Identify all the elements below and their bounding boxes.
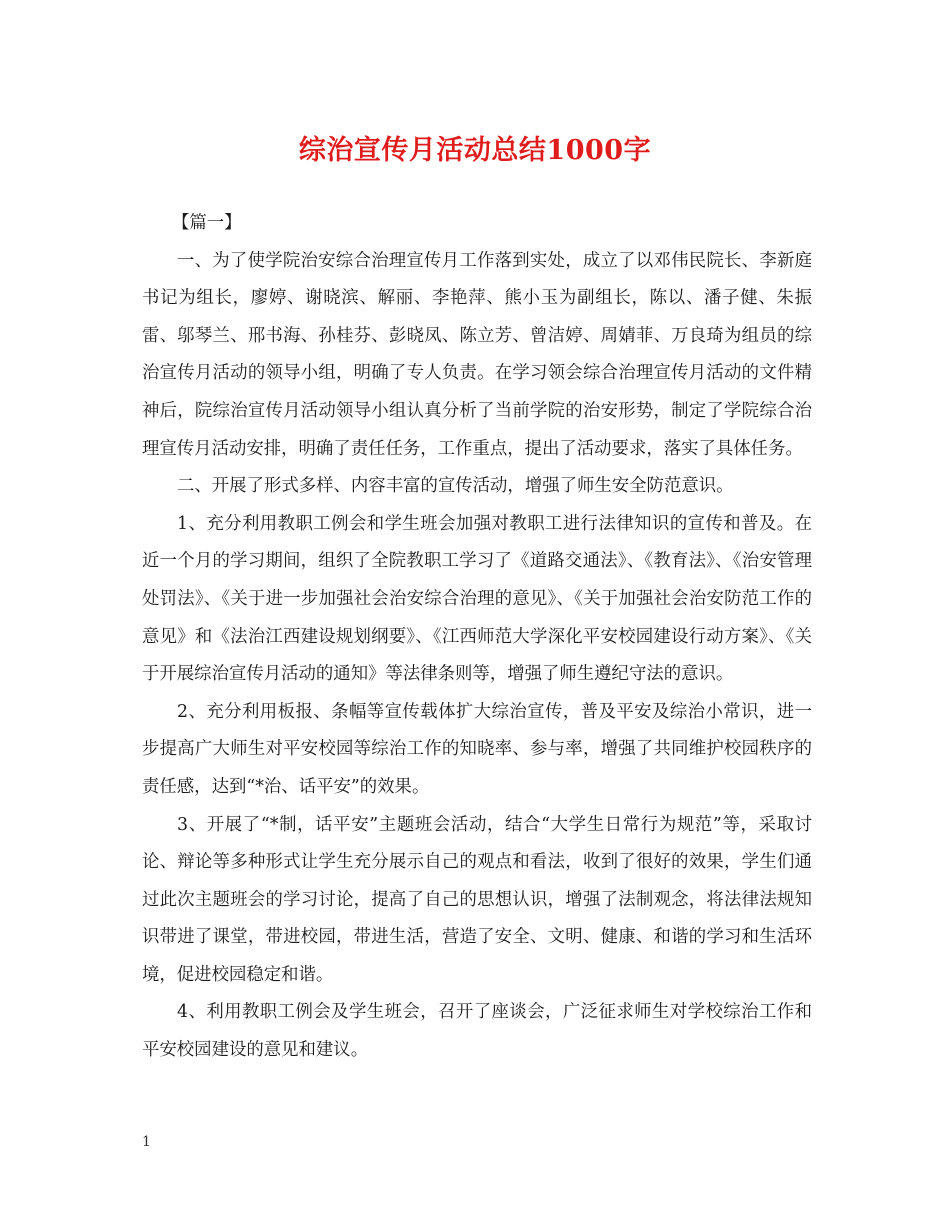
paragraph-6: 4、利用教职工例会及学生班会，召开了座谈会，广泛征求师生对学校综治工作和平安校园建设的意见和建议。 (142, 1002, 812, 1061)
paragraph-1: 一、为了使学院治安综合治理宣传月工作落到实处，成立了以邓伟民院长、李新庭书记为组长，廖婷、谢晓滨、解丽、李艳萍、熊小玉为副组长，陈以、潘子健、朱振雷、邬琴兰、邢书海、孙桂芬、彭晓凤、陈立芳、曾洁婷、周婧菲、万良琦为组员的综治宣传月活动的领导小组，明确了专人负责。在学习领会综合治理宣传月活动的文件精神后，院综治宣传月活动领导小组认真分析了当前学院的治安形势，制定了学院综合治理宣传月活动安排，明确了责任任务，工作重点，提出了活动要求，落实了具体任务。 (142, 250, 812, 459)
paragraph-5: 3、开展了“*制，话平安”主题班会活动，结合“大学生日常行为规范”等，采取讨论、辩论等多种形式让学生充分展示自己的观点和看法，收到了很好的效果，学生们通过此次主题班会的学习讨论，提高了自己的思想认识，增强了法制观念，将法律法规知识带进了课堂，带进校园，带进生活，营造了安全、文明、健康、和谐的学习和生活环境，促进校园稳定和谐。 (142, 814, 812, 985)
document-title: 综治宣传月活动总结1000字 (298, 135, 652, 166)
section-heading: 【篇一】 (172, 213, 242, 233)
paragraph-4: 2、充分利用板报、条幅等宣传载体扩大综治宣传，普及平安及综治小常识，进一步提高广大师生对平安校园等综治工作的知晓率、参与率，增强了共同维护校园秩序的责任感，达到“*治、话平安”的效果。 (142, 701, 812, 797)
document-body (142, 205, 812, 1070)
paragraph-2: 二、开展了形式多样、内容丰富的宣传活动，增强了师生安全防范意识。 (177, 476, 734, 497)
page-number: 1 (142, 1134, 151, 1150)
paragraph-3: 1、充分利用教职工例会和学生班会加强对教职工进行法律知识的宣传和普及。在近一个月的学习期间，组织了全院教职工学习了《道路交通法》、《教育法》、《治安管理处罚法》、《关于进一步加强社会治安综合治理的意见》、《关于加强社会治安防范工作的意见》和《法治江西建设规划纲要》、《江西师范大学深化平安校园建设行动方案》、《关于开展综治宣传月活动的通知》等法律条则等，增强了师生遵纪守法的意识。 (142, 513, 812, 685)
